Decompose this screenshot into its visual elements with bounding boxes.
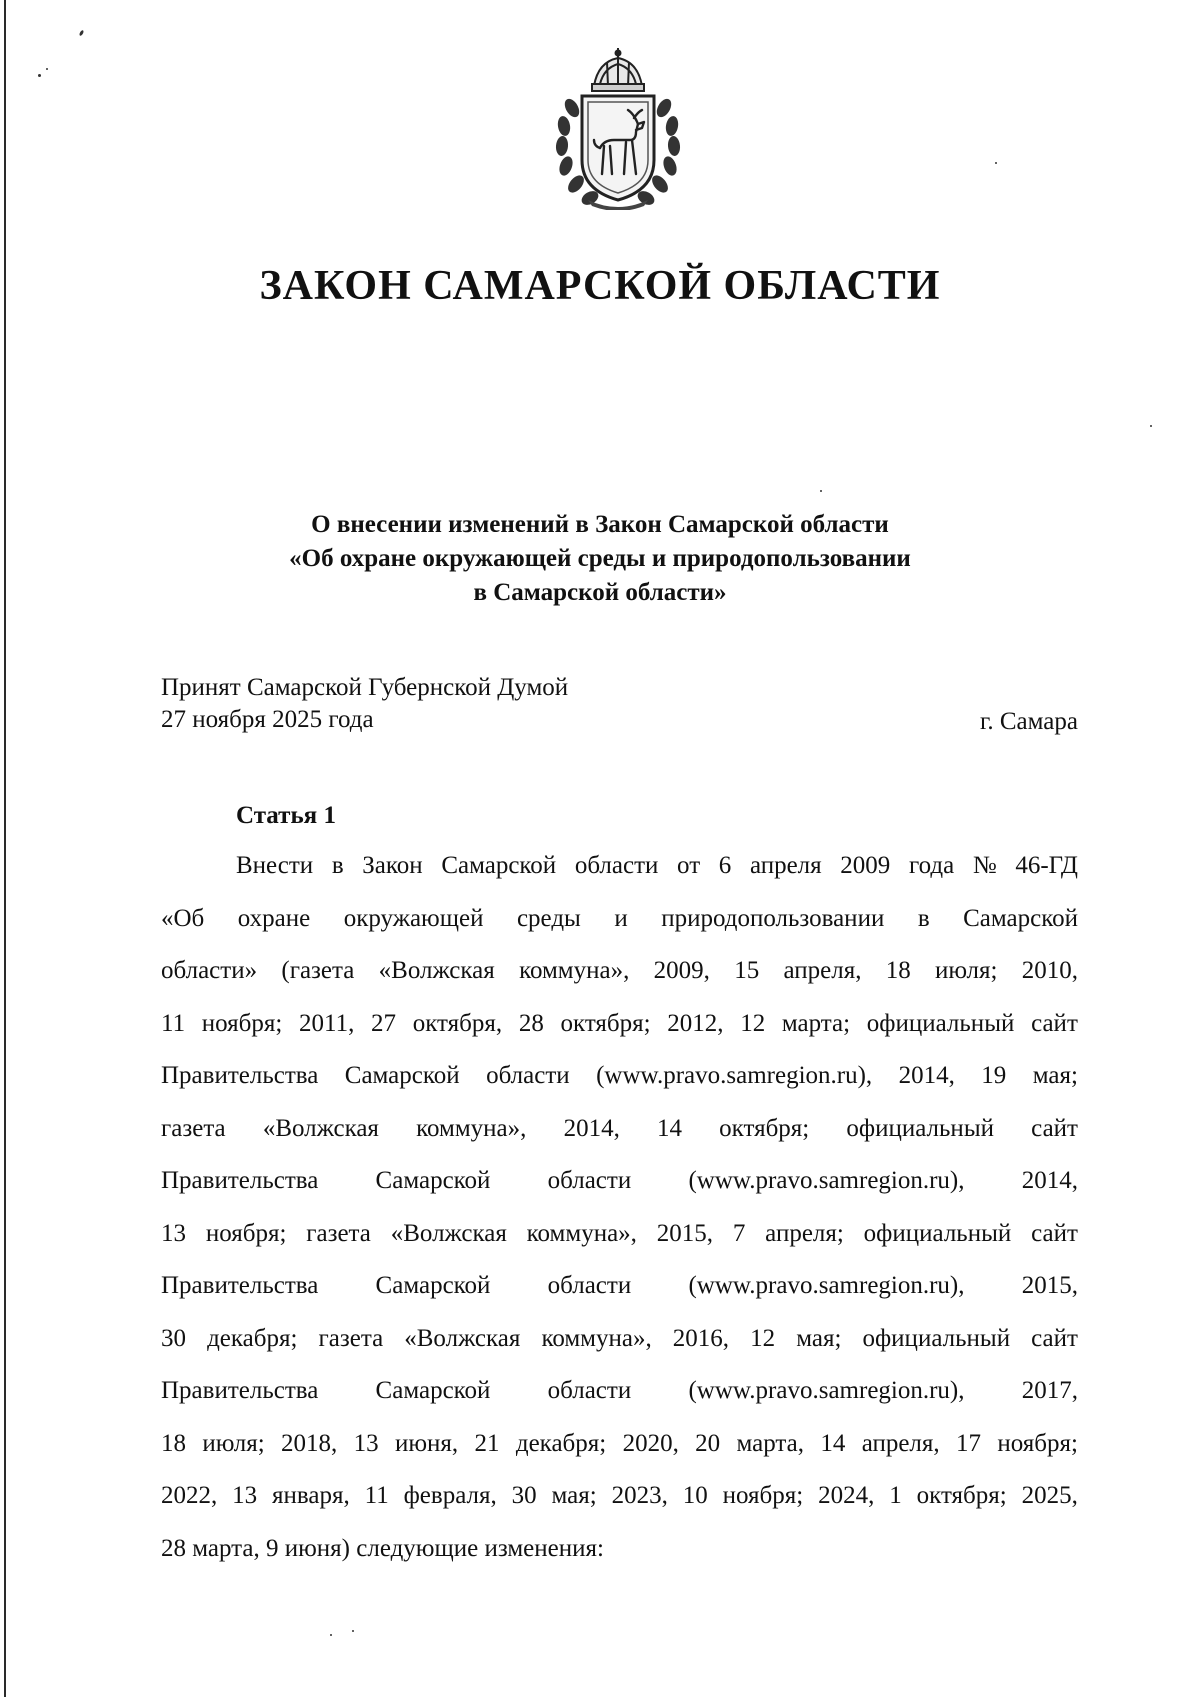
article-word: 2015, [1021, 1272, 1078, 1299]
article-word: 2024, [818, 1482, 875, 1509]
article-word: области [547, 1167, 632, 1194]
article-word: ноября; [205, 1219, 287, 1247]
article-word: июля; [935, 957, 998, 984]
article-word: мая; [1032, 1062, 1078, 1089]
article-word: ноября; [201, 1009, 283, 1037]
article-line [161, 850, 1078, 903]
scan-speck [1150, 425, 1152, 427]
article-word: Самарской [375, 1272, 491, 1299]
samara-coat-of-arms-icon [548, 48, 688, 210]
article-word: июля; [202, 1429, 265, 1457]
scan-speck [352, 1630, 354, 1632]
article-word: в [331, 852, 344, 879]
article-word: области [547, 1272, 632, 1299]
article-line [161, 1218, 1078, 1271]
article-word: коммуна», [519, 957, 630, 984]
scan-speck [820, 490, 822, 492]
article-word: «Волжская [390, 1219, 507, 1247]
article-word: 6 [718, 852, 732, 879]
article-word: 21 [474, 1429, 500, 1457]
article-word: 19 [981, 1062, 1007, 1089]
scan-speck [330, 1634, 332, 1636]
article-word: 1 [889, 1482, 902, 1509]
article-word: 30 [161, 1324, 186, 1352]
scan-edge-line [4, 0, 6, 1697]
article-word: мая; [551, 1482, 597, 1509]
law-title: ЗАКОН САМАРСКОЙ ОБЛАСТИ [259, 263, 941, 309]
article-word: 12 [740, 1009, 766, 1037]
article-word: октября; [719, 1114, 810, 1142]
article-word: декабря; [207, 1324, 298, 1352]
article-word: официальный [862, 1324, 1011, 1352]
article-word: 18 [885, 957, 911, 984]
article-word: февраля, [403, 1482, 497, 1509]
law-subject-line: О внесении изменений в Закон Самарской области [311, 511, 889, 538]
article-word: 2014, [1021, 1167, 1078, 1194]
article-word: коммуна», [541, 1324, 652, 1352]
article-word: 27 [371, 1009, 397, 1037]
article-word: 2010, [1021, 957, 1078, 984]
article-heading: Статья 1 [236, 802, 336, 829]
article-word: сайт [1031, 1324, 1078, 1352]
article-word: сайт [1031, 1009, 1078, 1037]
article-word: 13 [161, 1219, 186, 1247]
article-word: 30 [511, 1482, 537, 1509]
article-word: (www.pravo.samregion.ru), [688, 1167, 965, 1194]
article-line [161, 1008, 1078, 1061]
article-word: 2015, [656, 1219, 714, 1247]
article-word: 11 [161, 1009, 186, 1037]
article-word: 2014, [898, 1062, 955, 1089]
article-word: области [486, 1062, 570, 1089]
article-word: 7 [732, 1219, 746, 1247]
article-line [161, 1480, 1078, 1533]
article-word: 2018, [281, 1429, 338, 1457]
article-word: коммуна», [526, 1219, 637, 1247]
article-word: области [574, 852, 659, 879]
article-word: октября, [412, 1009, 503, 1037]
article-word: природопользовании [661, 904, 885, 932]
article-word: газета [161, 1114, 226, 1142]
article-word: марта; [781, 1009, 851, 1037]
law-subject [0, 508, 1200, 610]
article-word: и [614, 904, 628, 932]
article-word: области [547, 1377, 632, 1404]
article-word: 12 [750, 1324, 776, 1352]
article-line [161, 1113, 1078, 1166]
article-word: 13 [353, 1429, 379, 1457]
article-word: официальный [846, 1114, 994, 1142]
article-word: Правительства [161, 1272, 319, 1299]
article-word: марта, [736, 1429, 804, 1457]
article-word: газета [306, 1219, 371, 1247]
adoption-city: г. Самара [979, 708, 1078, 735]
article-line [161, 1060, 1078, 1113]
article-word: сайт [1031, 1219, 1078, 1247]
article-word: 14 [656, 1114, 682, 1142]
article-word: 28 [518, 1009, 544, 1037]
article-word: декабря; [515, 1429, 607, 1457]
scan-speck [995, 162, 997, 164]
article-line [161, 1165, 1078, 1218]
article-word: (www.pravo.samregion.ru), [688, 1377, 965, 1404]
article-word: 10 [682, 1482, 708, 1509]
article-word: Самарской [344, 1062, 460, 1089]
article-word: Правительства [161, 1377, 319, 1404]
article-word: ноября; [997, 1429, 1078, 1457]
article-word: года [908, 852, 955, 879]
article-word: 2011, [299, 1009, 355, 1037]
article-line [161, 955, 1078, 1008]
article-word: 2020, [622, 1429, 679, 1457]
article-word: апреля, [783, 957, 862, 984]
article-word: Внести [236, 852, 314, 879]
article-word: октября; [560, 1009, 651, 1037]
article-line: 28 марта, 9 июня) следующие изменения: [161, 1534, 604, 1562]
article-word: 2025, [1021, 1482, 1078, 1509]
article-line [161, 903, 1078, 956]
article-word: Самарской [375, 1377, 491, 1404]
article-line [161, 1270, 1078, 1323]
article-word: в [917, 904, 930, 932]
article-word: (газета [281, 957, 355, 984]
article-word: января, [272, 1482, 350, 1509]
article-word: Самарской [441, 852, 557, 879]
article-word: мая; [796, 1324, 842, 1352]
article-word: области» [161, 957, 258, 984]
article-word: официальный [866, 1009, 1015, 1037]
adoption-info [161, 672, 568, 736]
article-word: 2009, [653, 957, 710, 984]
article-word: Самарской [963, 904, 1078, 932]
article-line [161, 1428, 1078, 1481]
scan-speck [79, 30, 85, 37]
article-word: Самарской [375, 1167, 491, 1194]
article-word: «Волжская [404, 1324, 521, 1352]
article-line [161, 1375, 1078, 1428]
article-word: 2014, [563, 1114, 620, 1142]
article-word: 17 [956, 1429, 981, 1457]
scan-speck [38, 74, 41, 77]
law-subject-line: «Об охране окружающей среды и природопользовании [289, 545, 911, 572]
law-subject-line: в Самарской области» [473, 579, 727, 606]
article-word: 15 [734, 957, 760, 984]
article-word: сайт [1031, 1114, 1078, 1142]
article-word: среды [516, 904, 581, 932]
article-word: 2017, [1021, 1377, 1078, 1404]
article-word: Правительства [161, 1062, 319, 1089]
article-word: 20 [695, 1429, 721, 1457]
article-word: 2009 [840, 852, 891, 879]
article-word: 11 [364, 1482, 389, 1509]
article-word: 2023, [611, 1482, 668, 1509]
article-word: (www.pravo.samregion.ru), [688, 1272, 965, 1299]
article-word: апреля [749, 852, 822, 879]
article-word: 2022, [161, 1482, 218, 1509]
article-word: «Волжская [262, 1114, 379, 1142]
article-word: 18 [161, 1429, 186, 1457]
article-word: (www.pravo.samregion.ru), [596, 1062, 873, 1089]
article-word: «Волжская [378, 957, 495, 984]
article-word: окружающей [343, 904, 484, 932]
article-word: 14 [820, 1429, 846, 1457]
article-word: официальный [863, 1219, 1012, 1247]
article-word: от [677, 852, 701, 879]
article-word: Правительства [161, 1167, 319, 1194]
article-word: «Об [161, 904, 205, 932]
scan-speck [46, 68, 48, 70]
article-word: апреля; [765, 1219, 844, 1247]
article-line [161, 1323, 1078, 1376]
article-word: 13 [232, 1482, 258, 1509]
adoption-date: 27 ноября 2025 года [161, 706, 374, 733]
article-word: 2012, [667, 1009, 724, 1037]
article-word: апреля, [861, 1429, 940, 1457]
article-word: 2016, [672, 1324, 730, 1352]
article-word: коммуна», [416, 1114, 527, 1142]
adopted-by: Принят Самарской Губернской Думой [161, 674, 569, 701]
article-word: охране [237, 904, 311, 932]
article-word: Закон [362, 852, 423, 879]
article-word: ноября; [722, 1482, 804, 1509]
article-body [161, 850, 1078, 1585]
article-word: июня, [394, 1429, 459, 1457]
article-word: газета [318, 1324, 384, 1352]
article-word: 46-ГД [1015, 852, 1078, 879]
article-word: октября; [916, 1482, 1007, 1509]
article-word: № [972, 852, 997, 879]
